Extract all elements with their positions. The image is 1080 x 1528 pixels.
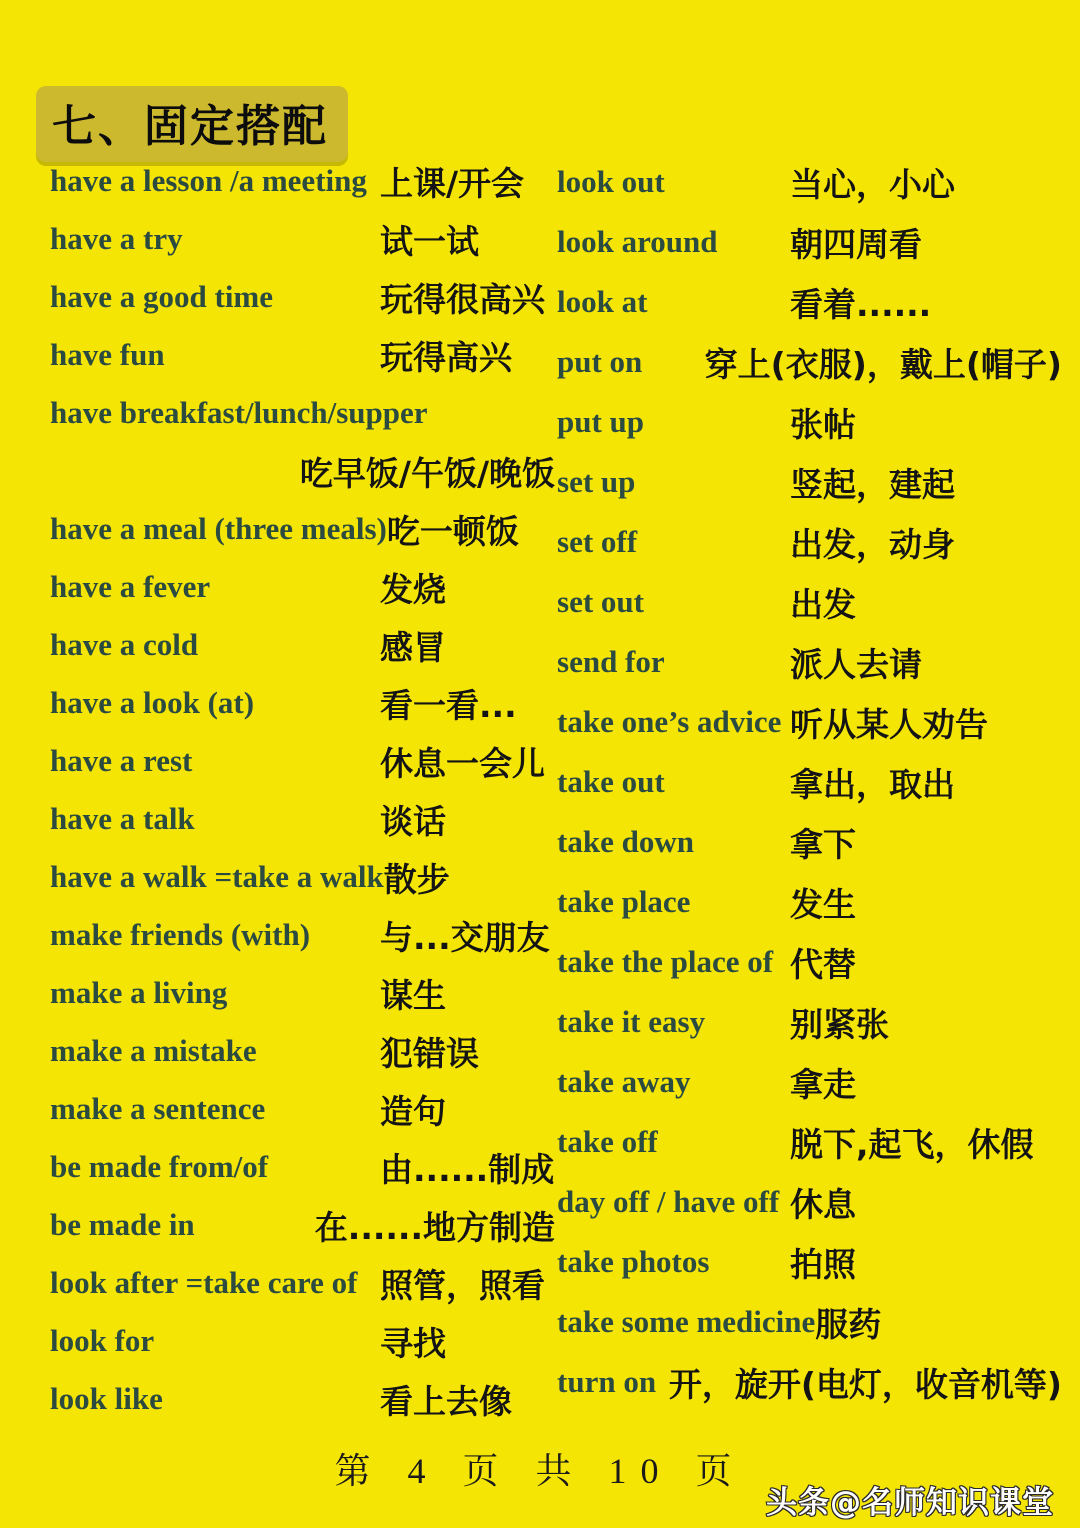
english-phrase: have fun (50, 337, 165, 372)
english-phrase: take one’s advice (557, 704, 782, 739)
phrase-row (557, 332, 1062, 392)
chinese-translation: 休息 (790, 1184, 856, 1224)
chinese-translation: 服药 (815, 1304, 882, 1344)
chinese-translation: 当心，小心 (790, 164, 955, 204)
english-phrase: make a mistake (50, 1033, 257, 1068)
watermark-text: 头条@名师知识课堂 (766, 1485, 1054, 1521)
english-phrase: have a walk =take a walk (50, 859, 384, 894)
english-phrase: put up (557, 404, 645, 439)
english-phrase: set off (557, 524, 638, 559)
english-phrase: look after =take care of (50, 1265, 358, 1300)
chinese-translation: 谈话 (380, 801, 446, 841)
chinese-translation: 玩得很高兴 (380, 279, 545, 319)
chinese-translation: 发生 (790, 884, 856, 924)
phrase-row (557, 1172, 1062, 1232)
english-phrase: day off / have off (557, 1184, 780, 1219)
phrase-row (50, 790, 555, 848)
phrase-column-right (557, 152, 1062, 1428)
phrase-row (557, 272, 1062, 332)
chinese-translation: 感冒 (380, 627, 446, 667)
chinese-translation: 听从某人劝告 (790, 704, 988, 744)
phrase-row (50, 210, 555, 268)
chinese-translation: 寻找 (380, 1323, 446, 1363)
phrase-row (50, 558, 555, 616)
phrase-row (557, 692, 1062, 752)
chinese-translation: 看一看... (380, 685, 517, 725)
chinese-translation: 发烧 (380, 569, 446, 609)
english-phrase: have a cold (50, 627, 199, 662)
chinese-translation: 在......地方制造 (314, 1207, 555, 1247)
chinese-translation: 吃一顿饭 (386, 511, 519, 551)
chinese-translation: 脱下,起飞，休假 (790, 1124, 1034, 1164)
phrase-row (557, 1052, 1062, 1112)
chinese-translation: 竖起，建起 (790, 464, 955, 504)
phrase-column-left (50, 152, 555, 1428)
phrase-row (557, 212, 1062, 272)
phrase-row (50, 1022, 555, 1080)
chinese-translation: 出发，动身 (790, 524, 955, 564)
chinese-translation: 派人去请 (790, 644, 922, 684)
phrase-row (50, 384, 555, 442)
english-phrase: have a look (at) (50, 685, 255, 720)
english-phrase: take away (557, 1064, 691, 1099)
english-phrase: have a try (50, 221, 183, 256)
phrase-row (50, 152, 555, 210)
phrase-row (50, 1312, 555, 1370)
chinese-translation: 试一试 (380, 221, 479, 261)
phrase-row (50, 848, 555, 906)
chinese-translation: 穿上(衣服)，戴上(帽子) (704, 344, 1062, 384)
english-phrase: take out (557, 764, 665, 799)
english-phrase: be made from/of (50, 1149, 269, 1184)
english-phrase: look at (557, 284, 648, 319)
english-phrase: have a meal (three meals) (50, 511, 387, 546)
phrase-row (557, 512, 1062, 572)
phrase-row (50, 500, 555, 558)
english-phrase: look around (557, 224, 718, 259)
chinese-translation: 造句 (380, 1091, 446, 1131)
phrase-row (557, 572, 1062, 632)
chinese-translation: 照管，照看 (380, 1265, 545, 1305)
phrase-row (50, 906, 555, 964)
phrase-row (557, 392, 1062, 452)
phrase-row (557, 152, 1062, 212)
phrase-row (557, 1232, 1062, 1292)
english-phrase: set up (557, 464, 636, 499)
english-phrase: take some medicine (557, 1304, 816, 1339)
english-phrase: have a lesson /a meeting (50, 163, 367, 198)
phrase-row (50, 326, 555, 384)
phrase-row (50, 732, 555, 790)
phrase-columns (50, 152, 1062, 1428)
english-phrase: take place (557, 884, 691, 919)
phrase-row (557, 752, 1062, 812)
phrase-row (557, 932, 1062, 992)
chinese-translation: 张帖 (790, 404, 856, 444)
chinese-translation: 上课/开会 (380, 163, 525, 203)
section-title: 七、固定搭配 (52, 101, 328, 152)
phrase-row (50, 268, 555, 326)
phrase-row (50, 1370, 555, 1428)
english-phrase: take off (557, 1124, 658, 1159)
chinese-translation: 吃早饭/午饭/晚饭 (299, 453, 555, 493)
chinese-translation: 看着...... (790, 284, 932, 324)
english-phrase: take the place of (557, 944, 774, 979)
chinese-translation: 拿下 (790, 824, 856, 864)
phrase-row (557, 1112, 1062, 1172)
phrase-row (557, 992, 1062, 1052)
chinese-translation: 朝四周看 (790, 224, 922, 264)
english-phrase: look for (50, 1323, 155, 1358)
chinese-translation: 拿走 (790, 1064, 856, 1104)
english-phrase: make a living (50, 975, 228, 1010)
chinese-translation: 拍照 (790, 1244, 856, 1284)
phrase-row (50, 1254, 555, 1312)
english-phrase: have a good time (50, 279, 274, 314)
chinese-translation: 散步 (383, 859, 450, 899)
chinese-translation: 别紧张 (790, 1004, 889, 1044)
phrase-row (557, 872, 1062, 932)
english-phrase: have a talk (50, 801, 195, 836)
english-phrase: make friends (with) (50, 917, 311, 952)
english-phrase: look like (50, 1381, 163, 1416)
chinese-translation: 休息一会儿 (380, 743, 545, 783)
english-phrase: take photos (557, 1244, 710, 1279)
chinese-translation: 谋生 (380, 975, 446, 1015)
english-phrase: have a rest (50, 743, 193, 778)
english-phrase: take down (557, 824, 694, 859)
chinese-translation: 看上去像 (380, 1381, 512, 1421)
phrase-row (50, 1138, 555, 1196)
english-phrase: put on (557, 344, 643, 379)
page-number-footer: 第 4 页 共 10 页 (334, 1451, 746, 1491)
chinese-translation: 代替 (790, 944, 856, 984)
chinese-translation: 犯错误 (380, 1033, 479, 1073)
chinese-translation: 开，旋开(电灯，收音机等) (668, 1364, 1062, 1404)
phrase-row (557, 1352, 1062, 1412)
phrase-row (557, 632, 1062, 692)
chinese-translation: 玩得高兴 (380, 337, 512, 377)
chinese-translation: 由......制成 (380, 1149, 555, 1189)
english-phrase: make a sentence (50, 1091, 266, 1126)
english-phrase: be made in (50, 1207, 195, 1242)
english-phrase: set out (557, 584, 644, 619)
english-phrase: turn on (557, 1364, 657, 1399)
english-phrase: have a fever (50, 569, 211, 604)
phrase-row (50, 964, 555, 1022)
chinese-translation: 与...交朋友 (380, 917, 550, 957)
phrase-row (557, 452, 1062, 512)
english-phrase: send for (557, 644, 665, 679)
phrase-row (50, 1196, 555, 1254)
phrase-row (50, 616, 555, 674)
phrase-row (50, 674, 555, 732)
phrase-row (50, 1080, 555, 1138)
english-phrase: have breakfast/lunch/supper (50, 395, 428, 430)
chinese-translation: 拿出，取出 (790, 764, 955, 804)
phrase-row (557, 812, 1062, 872)
english-phrase: take it easy (557, 1004, 706, 1039)
phrase-row (50, 442, 555, 500)
english-phrase: look out (557, 164, 665, 199)
phrase-row (557, 1292, 1062, 1352)
section-title-highlight (36, 86, 348, 162)
chinese-translation: 出发 (790, 584, 856, 624)
